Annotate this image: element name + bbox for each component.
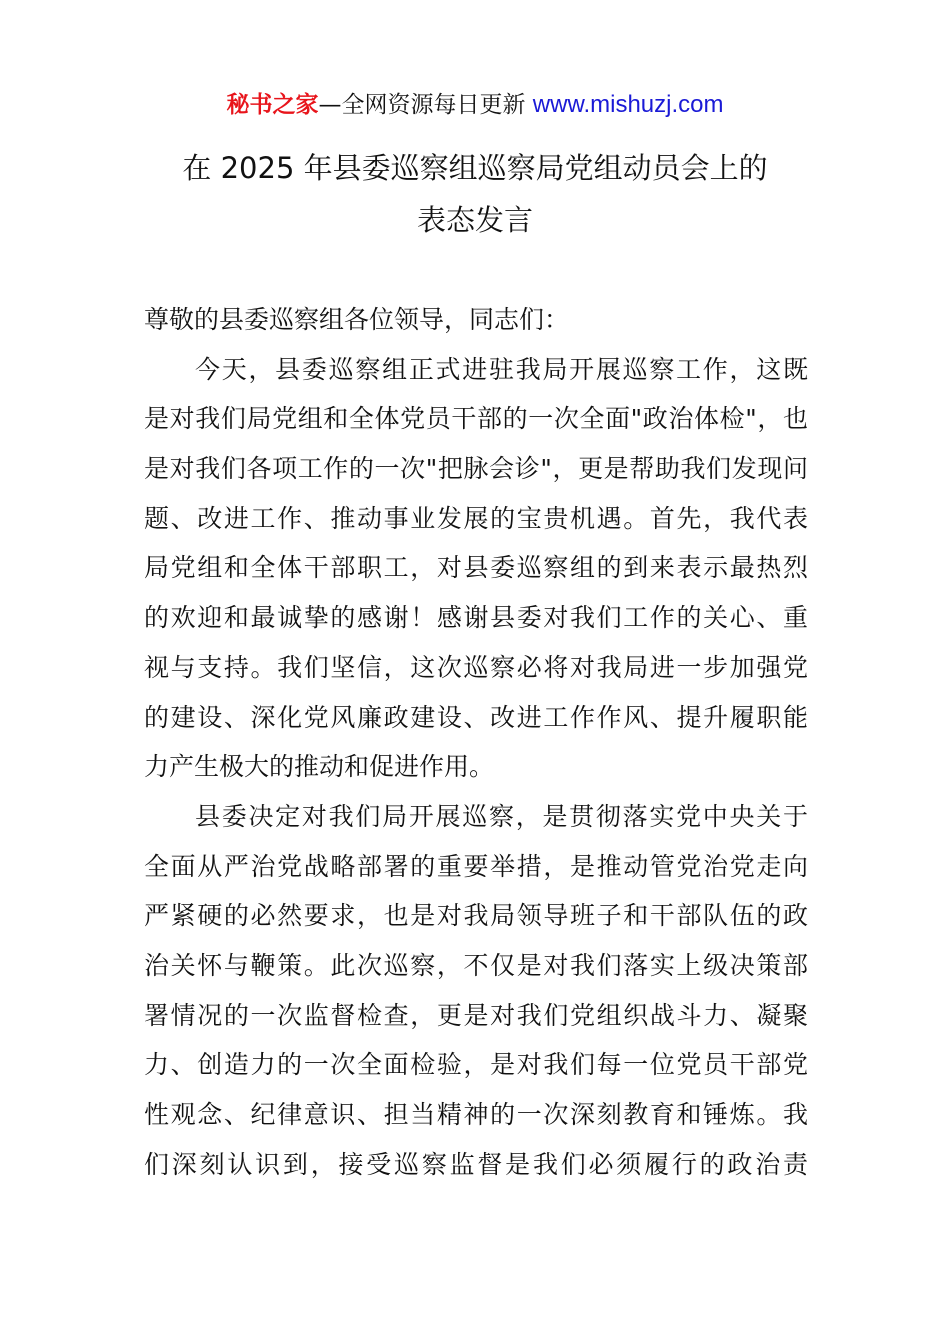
paragraph-line: 力、创造力的一次全面检验，是对我们每一位党员干部党 (144, 1050, 808, 1080)
site-banner (0, 88, 950, 122)
salutation: 尊敬的县委巡察组各位领导，同志们： (144, 305, 570, 334)
site-url-link[interactable]: www.mishuzj.com (532, 91, 724, 118)
title-line-1: 在 2025 年县委巡察组巡察局党组动员会上的 (182, 151, 768, 185)
paragraph-1 (144, 345, 808, 792)
paragraph-line: 是对我们各项工作的一次"把脉会诊"，更是帮助我们发现问 (144, 454, 808, 484)
paragraph-line: 视与支持。我们坚信，这次巡察必将对我局进一步加强党 (144, 652, 808, 682)
paragraph-line: 是对我们局党组和全体党员干部的一次全面"政治体检"，也 (144, 404, 808, 434)
paragraph-line: 局党组和全体干部职工，对县委巡察组的到来表示最热烈 (144, 553, 808, 583)
document-body (144, 295, 808, 1189)
paragraph-line: 严紧硬的必然要求，也是对我局领导班子和干部队伍的政 (144, 901, 808, 931)
paragraph-2 (144, 792, 808, 1190)
paragraph-line: 题、改进工作、推动事业发展的宝贵机遇。首先，我代表 (144, 503, 808, 533)
title-line-2: 表态发言 (416, 203, 533, 237)
paragraph-line: 的建设、深化党风廉政建设、改进工作作风、提升履职能 (144, 702, 808, 732)
paragraph-line: 的欢迎和最诚挚的感谢！感谢县委对我们工作的关心、重 (144, 603, 808, 633)
paragraph-line: 全面从严治党战略部署的重要举措，是推动管党治党走向 (144, 851, 808, 881)
document-title (0, 142, 950, 246)
paragraph-line: 署情况的一次监督检查，更是对我们党组织战斗力、凝聚 (144, 1000, 808, 1030)
paragraph-line: 县委决定对我们局开展巡察，是贯彻落实党中央关于 (195, 801, 808, 831)
banner-tagline: —全网资源每日更新 (318, 92, 533, 118)
paragraph-line: 力产生极大的推动和促进作用。 (144, 752, 495, 782)
paragraph-line: 治关怀与鞭策。此次巡察，不仅是对我们落实上级决策部 (144, 950, 808, 980)
paragraph-line: 今天，县委巡察组正式进驻我局开展巡察工作，这既 (195, 354, 808, 384)
paragraph-line: 性观念、纪律意识、担当精神的一次深刻教育和锤炼。我 (144, 1100, 808, 1129)
brand-name: 秘书之家 (226, 92, 319, 118)
paragraph-line: 们深刻认识到，接受巡察监督是我们必须履行的政治责 (144, 1149, 808, 1179)
